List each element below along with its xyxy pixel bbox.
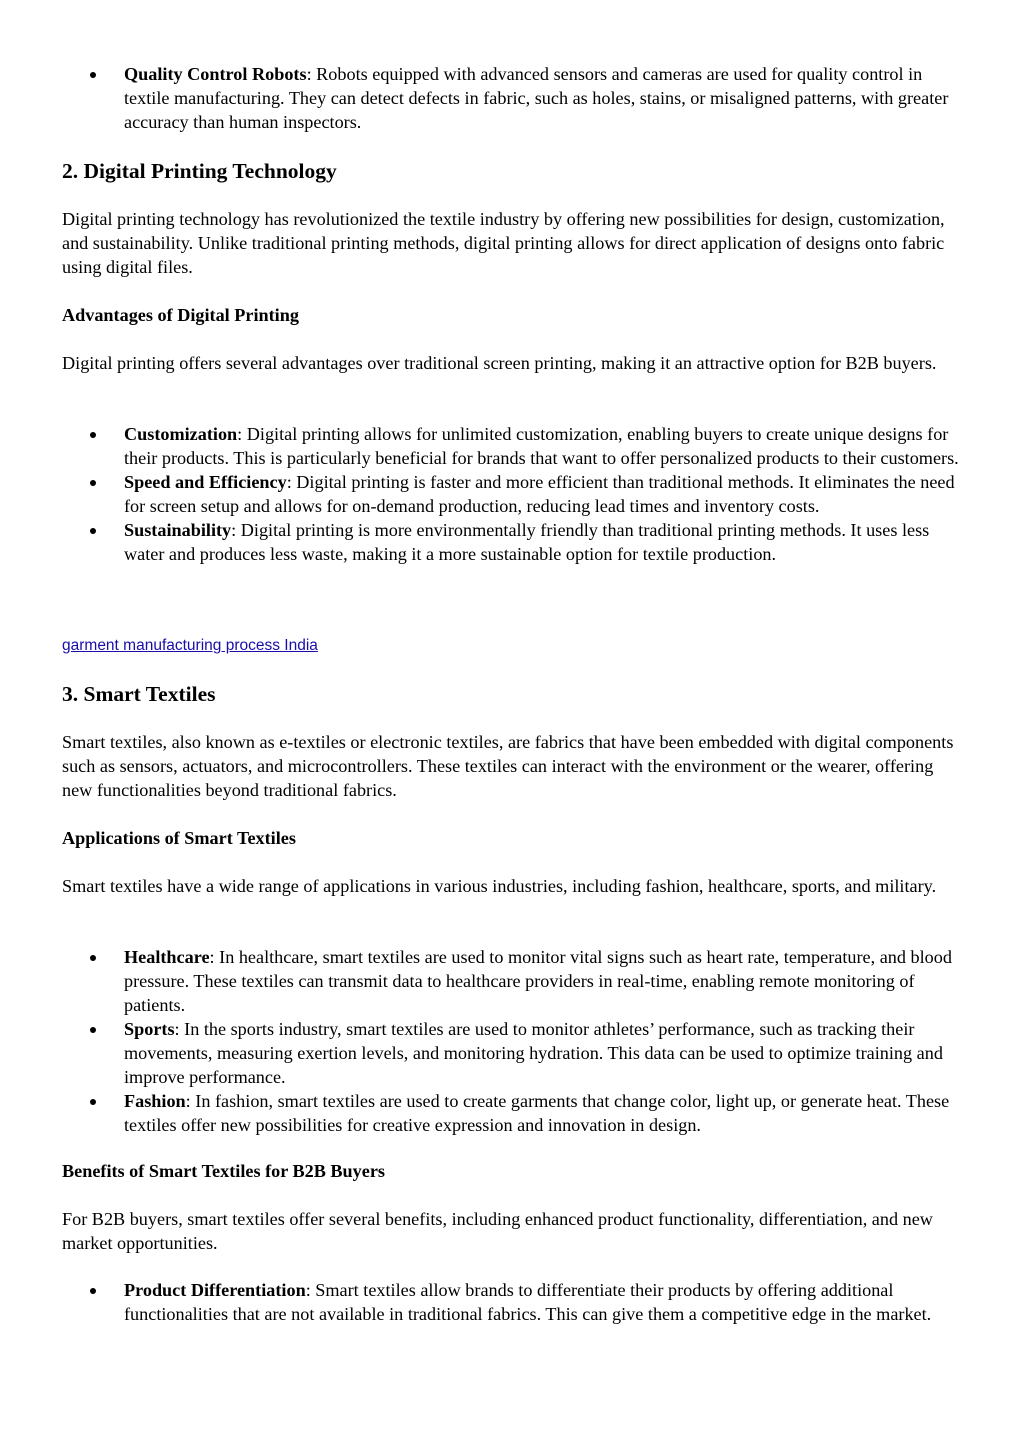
item-text: : In healthcare, smart textiles are used to monitor vital signs such as heart rate, temperature, and blood pressure. These textiles can transmit data to healthcare providers in real-time, enabling remote monitoring of patients. xyxy=(124,947,952,1015)
item-text: : In the sports industry, smart textiles are used to monitor athletes’ performance, such as tracking their movements, measuring exertion levels, and monitoring hydration. This data can be used to optimize training and improve performance. xyxy=(124,1019,943,1087)
applications-intro: Smart textiles have a wide range of applications in various industries, including fashion, healthcare, sports, and military. xyxy=(62,876,937,896)
quality-control-list xyxy=(0,62,1023,134)
item-text: : Robots equipped with advanced sensors and cameras are used for quality control in textile manufacturing. They can detect defects in fabric, such as holes, stains, or misaligned patterns, with greater accuracy than human inspectors. xyxy=(124,64,949,132)
bullet-icon xyxy=(90,1099,96,1105)
item-term: Sustainability xyxy=(124,520,232,540)
section-heading-digital-printing: 2. Digital Printing Technology xyxy=(62,159,337,183)
benefits-intro: For B2B buyers, smart textiles offer several benefits, including enhanced product functionality, differentiation, and new market opportunities. xyxy=(62,1209,933,1253)
list-item xyxy=(0,945,969,1017)
bullet-icon xyxy=(90,72,96,78)
list-item xyxy=(0,62,969,134)
subheading-applications: Applications of Smart Textiles xyxy=(62,828,296,848)
list-item xyxy=(0,1017,969,1089)
item-text: : Smart textiles allow brands to differentiate their products by offering additional functionalities that are not available in traditional fabrics. This can give them a competitive edge in the market. xyxy=(124,1280,932,1324)
list-item xyxy=(0,1089,969,1137)
item-term: Speed and Efficiency xyxy=(124,472,287,492)
item-text: : Digital printing is faster and more efficient than traditional methods. It eliminates the need for screen setup and allows for on-demand production, reducing lead times and inventory costs. xyxy=(124,472,955,516)
item-text: : Digital printing allows for unlimited customization, enabling buyers to create unique designs for their products. This is particularly beneficial for brands that want to offer personalized products to their customers. xyxy=(124,424,959,468)
list-item xyxy=(0,518,969,566)
subheading-advantages: Advantages of Digital Printing xyxy=(62,305,299,325)
applications-list xyxy=(0,945,1023,1137)
section-heading-smart-textiles: 3. Smart Textiles xyxy=(62,682,216,706)
bullet-icon xyxy=(90,432,96,438)
advantages-intro: Digital printing offers several advantages over traditional screen printing, making it an attractive option for B2B buyers. xyxy=(62,353,937,373)
bullet-icon xyxy=(90,1288,96,1294)
item-term: Healthcare xyxy=(124,947,210,967)
bullet-icon xyxy=(90,528,96,534)
list-item xyxy=(0,470,969,518)
list-item xyxy=(0,422,969,470)
bullet-icon xyxy=(90,480,96,486)
item-term: Sports xyxy=(124,1019,175,1039)
item-term: Fashion xyxy=(124,1091,186,1111)
list-item xyxy=(0,1278,969,1326)
item-text: : Digital printing is more environmentally friendly than traditional printing methods. It uses less water and produces less waste, making it a more sustainable option for textile production. xyxy=(124,520,930,564)
item-term: Customization xyxy=(124,424,238,444)
bullet-icon xyxy=(90,955,96,961)
item-term: Quality Control Robots xyxy=(124,64,307,84)
subheading-benefits: Benefits of Smart Textiles for B2B Buyers xyxy=(62,1161,385,1181)
bullet-icon xyxy=(90,1027,96,1033)
advantages-list xyxy=(0,422,1023,566)
digital-printing-intro: Digital printing technology has revolutionized the textile industry by offering new possibilities for design, customization, and sustainability. Unlike traditional printing methods, digital printing allows for direct application of designs onto fabric using digital files. xyxy=(62,209,945,277)
item-term: Product Differentiation xyxy=(124,1280,306,1300)
benefits-list xyxy=(0,1278,1023,1326)
smart-textiles-intro: Smart textiles, also known as e-textiles or electronic textiles, are fabrics that have been embedded with digital components such as sensors, actuators, and microcontrollers. These textiles can interact with the environment or the wearer, offering new functionalities beyond traditional fabrics. xyxy=(62,732,954,800)
garment-manufacturing-link[interactable]: garment manufacturing process India xyxy=(62,637,318,654)
item-text: : In fashion, smart textiles are used to create garments that change color, light up, or generate heat. These textiles offer new possibilities for creative expression and innovation in design. xyxy=(124,1091,950,1135)
